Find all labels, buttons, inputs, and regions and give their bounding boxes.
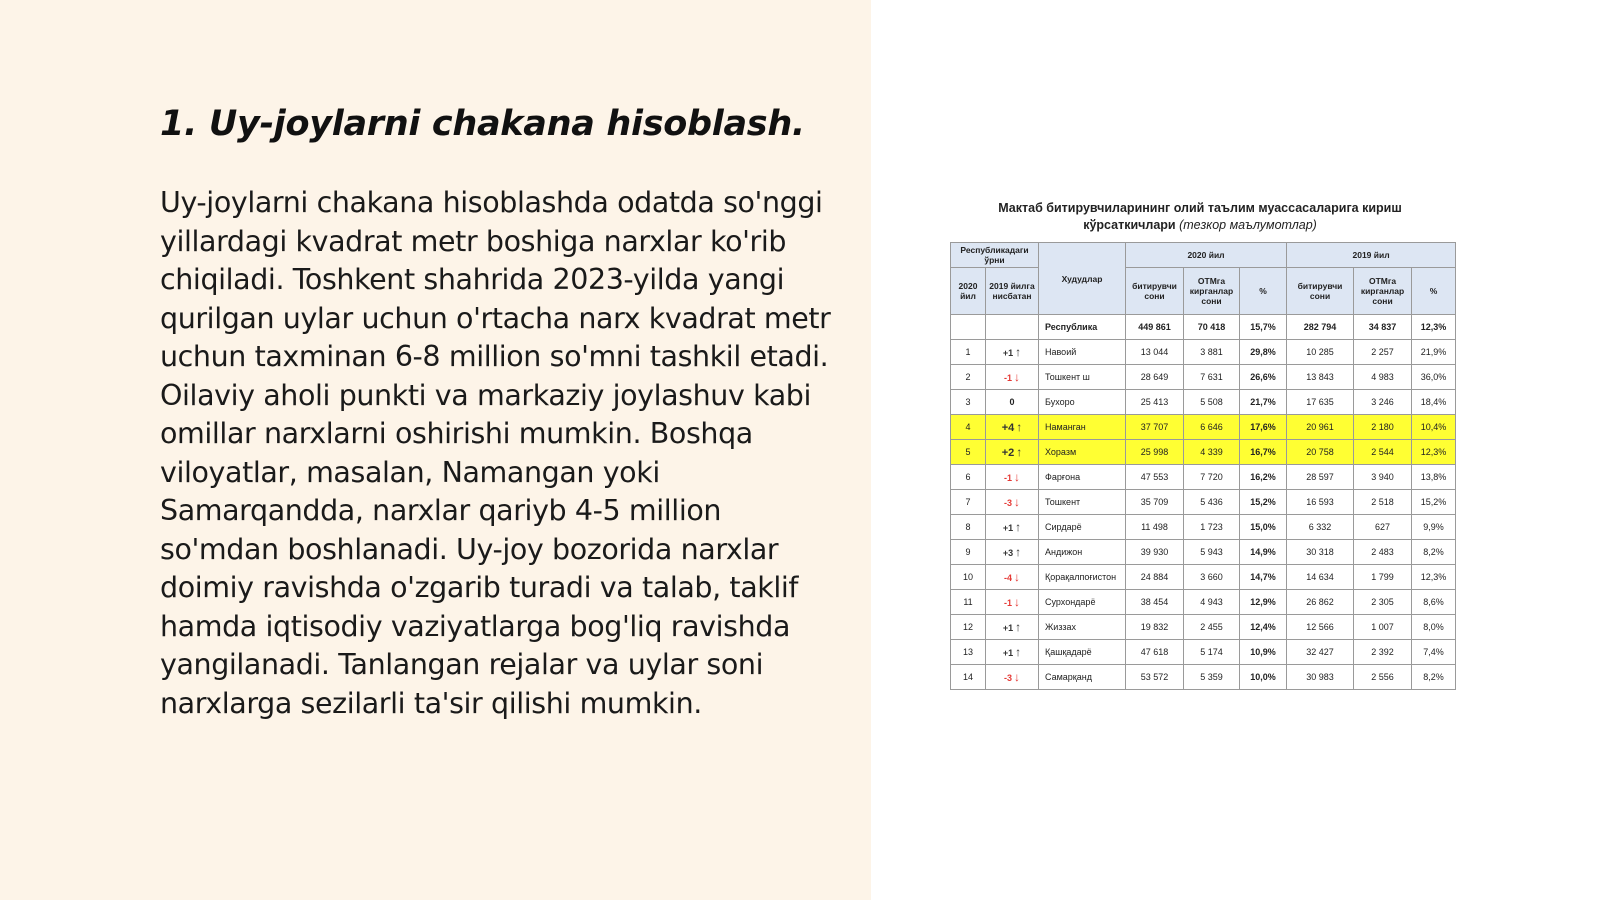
row-percent-2019: 8,2%	[1412, 540, 1456, 565]
rank-change-value: +3	[1002, 548, 1014, 558]
table-title-subtitle: (тезкор маълумотлар)	[1179, 218, 1317, 232]
table-row	[951, 440, 1456, 465]
row-region: Наманган	[1039, 415, 1126, 440]
header-region: Худудлар	[1039, 243, 1126, 315]
row-region: Бухоро	[1039, 390, 1126, 415]
row-admitted-2019: 2 556	[1354, 665, 1412, 690]
row-graduates-2020: 25 413	[1126, 390, 1184, 415]
row-graduates-2020: 25 998	[1126, 440, 1184, 465]
statistics-table-image	[945, 200, 1455, 700]
arrow-up-icon: ↑	[1015, 545, 1022, 559]
rank-change-value: -3	[1003, 498, 1012, 508]
rank-change-value: +1	[1002, 648, 1014, 658]
header-admitted-2020: ОТМга кирганлар сони	[1184, 268, 1240, 315]
row-rank: 3	[951, 390, 986, 415]
row-admitted-2019: 2 257	[1354, 340, 1412, 365]
row-graduates-2020: 47 553	[1126, 465, 1184, 490]
row-graduates-2019: 30 983	[1287, 665, 1354, 690]
row-region: Фарғона	[1039, 465, 1126, 490]
row-admitted-2020: 7 631	[1184, 365, 1240, 390]
row-rank: 6	[951, 465, 986, 490]
republic-name: Республика	[1039, 315, 1126, 340]
header-year-2020: 2020 йил	[1126, 243, 1287, 268]
header-rank-2020: 2020 йил	[951, 268, 986, 315]
row-change	[986, 565, 1039, 590]
row-percent-2020: 12,9%	[1240, 590, 1287, 615]
arrow-down-icon: ↓	[1014, 595, 1020, 609]
rank-change-value: +2	[1001, 447, 1015, 459]
slide-title: 1. Uy-joylarni chakana hisoblash.	[160, 104, 805, 144]
header-percent-2019: %	[1412, 268, 1456, 315]
row-percent-2019: 12,3%	[1412, 440, 1456, 465]
row-graduates-2019: 14 634	[1287, 565, 1354, 590]
rank-change-value: +1	[1002, 623, 1014, 633]
republic-percent-2020: 15,7%	[1240, 315, 1287, 340]
row-percent-2020: 10,0%	[1240, 665, 1287, 690]
table-row	[951, 665, 1456, 690]
table-row	[951, 565, 1456, 590]
row-admitted-2020: 3 881	[1184, 340, 1240, 365]
row-admitted-2019: 627	[1354, 515, 1412, 540]
row-admitted-2020: 5 508	[1184, 390, 1240, 415]
table-row	[951, 465, 1456, 490]
row-region: Тошкент	[1039, 490, 1126, 515]
row-graduates-2020: 47 618	[1126, 640, 1184, 665]
row-percent-2020: 16,7%	[1240, 440, 1287, 465]
row-percent-2019: 8,6%	[1412, 590, 1456, 615]
row-percent-2019: 21,9%	[1412, 340, 1456, 365]
row-graduates-2019: 30 318	[1287, 540, 1354, 565]
row-percent-2019: 10,4%	[1412, 415, 1456, 440]
rank-change-value: +1	[1002, 348, 1014, 358]
arrow-up-icon: ↑	[1016, 420, 1023, 434]
row-admitted-2019: 2 518	[1354, 490, 1412, 515]
row-rank: 1	[951, 340, 986, 365]
row-region: Сурхондарё	[1039, 590, 1126, 615]
row-change	[986, 540, 1039, 565]
arrow-up-icon: ↑	[1016, 445, 1023, 459]
row-admitted-2020: 7 720	[1184, 465, 1240, 490]
republic-graduates-2019: 282 794	[1287, 315, 1354, 340]
table-row	[951, 540, 1456, 565]
table-row	[951, 490, 1456, 515]
row-graduates-2020: 38 454	[1126, 590, 1184, 615]
row-graduates-2019: 32 427	[1287, 640, 1354, 665]
republic-row	[951, 315, 1456, 340]
republic-rank	[951, 315, 986, 340]
arrow-up-icon: ↑	[1015, 620, 1022, 634]
republic-percent-2019: 12,3%	[1412, 315, 1456, 340]
statistics-table	[950, 242, 1456, 690]
header-percent-2020: %	[1240, 268, 1287, 315]
row-region: Жиззах	[1039, 615, 1126, 640]
row-percent-2020: 10,9%	[1240, 640, 1287, 665]
row-percent-2019: 12,3%	[1412, 565, 1456, 590]
row-admitted-2020: 5 436	[1184, 490, 1240, 515]
row-percent-2020: 14,9%	[1240, 540, 1287, 565]
row-region: Навоий	[1039, 340, 1126, 365]
arrow-up-icon: ↑	[1015, 345, 1022, 359]
row-change	[986, 440, 1039, 465]
row-region: Тошкент ш	[1039, 365, 1126, 390]
row-change	[986, 490, 1039, 515]
row-percent-2019: 36,0%	[1412, 365, 1456, 390]
row-admitted-2019: 2 544	[1354, 440, 1412, 465]
row-percent-2020: 16,2%	[1240, 465, 1287, 490]
row-change	[986, 590, 1039, 615]
row-admitted-2020: 5 359	[1184, 665, 1240, 690]
row-percent-2019: 18,4%	[1412, 390, 1456, 415]
table-body	[951, 243, 1456, 690]
row-percent-2020: 15,0%	[1240, 515, 1287, 540]
arrow-down-icon: ↓	[1014, 495, 1020, 509]
row-admitted-2019: 2 392	[1354, 640, 1412, 665]
row-percent-2019: 9,9%	[1412, 515, 1456, 540]
row-admitted-2019: 3 246	[1354, 390, 1412, 415]
row-admitted-2020: 5 174	[1184, 640, 1240, 665]
row-graduates-2020: 28 649	[1126, 365, 1184, 390]
row-rank: 10	[951, 565, 986, 590]
row-graduates-2020: 24 884	[1126, 565, 1184, 590]
row-change	[986, 465, 1039, 490]
row-percent-2020: 17,6%	[1240, 415, 1287, 440]
header-rank-group: Республикадаги ўрни	[951, 243, 1039, 268]
row-admitted-2020: 4 339	[1184, 440, 1240, 465]
row-rank: 12	[951, 615, 986, 640]
rank-change-value: -1	[1003, 373, 1012, 383]
row-graduates-2020: 39 930	[1126, 540, 1184, 565]
row-region: Андижон	[1039, 540, 1126, 565]
row-change	[986, 365, 1039, 390]
table-row	[951, 415, 1456, 440]
table-title	[955, 200, 1445, 234]
row-rank: 13	[951, 640, 986, 665]
row-admitted-2020: 2 455	[1184, 615, 1240, 640]
header-graduates-2019: битирувчи сони	[1287, 268, 1354, 315]
arrow-up-icon: ↑	[1015, 645, 1022, 659]
row-admitted-2020: 6 646	[1184, 415, 1240, 440]
row-admitted-2019: 2 483	[1354, 540, 1412, 565]
row-admitted-2020: 4 943	[1184, 590, 1240, 615]
row-region: Қорақалпоғистон	[1039, 565, 1126, 590]
row-percent-2020: 14,7%	[1240, 565, 1287, 590]
rank-change-value: 0	[1009, 397, 1015, 407]
header-graduates-2020: битирувчи сони	[1126, 268, 1184, 315]
republic-admitted-2020: 70 418	[1184, 315, 1240, 340]
row-admitted-2020: 3 660	[1184, 565, 1240, 590]
row-graduates-2019: 17 635	[1287, 390, 1354, 415]
row-graduates-2020: 37 707	[1126, 415, 1184, 440]
row-graduates-2020: 13 044	[1126, 340, 1184, 365]
table-row	[951, 340, 1456, 365]
table-row	[951, 365, 1456, 390]
arrow-down-icon: ↓	[1014, 370, 1020, 384]
table-row	[951, 590, 1456, 615]
table-title-main: Мактаб битирувчиларининг олий таълим муассасаларига кириш кўрсаткичлари	[998, 201, 1402, 232]
header-admitted-2019: ОТМга кирганлар сони	[1354, 268, 1412, 315]
republic-admitted-2019: 34 837	[1354, 315, 1412, 340]
row-percent-2019: 8,0%	[1412, 615, 1456, 640]
row-admitted-2019: 3 940	[1354, 465, 1412, 490]
rank-change-value: -3	[1003, 673, 1012, 683]
arrow-down-icon: ↓	[1014, 670, 1020, 684]
row-graduates-2019: 13 843	[1287, 365, 1354, 390]
row-graduates-2020: 53 572	[1126, 665, 1184, 690]
rank-change-value: -1	[1003, 598, 1012, 608]
row-change	[986, 515, 1039, 540]
rank-change-value: +1	[1002, 523, 1014, 533]
row-graduates-2019: 28 597	[1287, 465, 1354, 490]
row-change	[986, 415, 1039, 440]
table-row	[951, 640, 1456, 665]
row-admitted-2020: 1 723	[1184, 515, 1240, 540]
arrow-down-icon: ↓	[1014, 470, 1020, 484]
row-change	[986, 390, 1039, 415]
row-rank: 14	[951, 665, 986, 690]
row-graduates-2019: 10 285	[1287, 340, 1354, 365]
row-admitted-2019: 2 305	[1354, 590, 1412, 615]
row-rank: 7	[951, 490, 986, 515]
row-change	[986, 615, 1039, 640]
row-percent-2020: 21,7%	[1240, 390, 1287, 415]
row-admitted-2019: 4 983	[1354, 365, 1412, 390]
table-row	[951, 390, 1456, 415]
rank-change-value: +4	[1001, 422, 1015, 434]
row-percent-2020: 15,2%	[1240, 490, 1287, 515]
row-graduates-2019: 26 862	[1287, 590, 1354, 615]
row-graduates-2020: 35 709	[1126, 490, 1184, 515]
row-rank: 2	[951, 365, 986, 390]
header-vs-2019: 2019 йилга нисбатан	[986, 268, 1039, 315]
row-change	[986, 640, 1039, 665]
row-graduates-2020: 19 832	[1126, 615, 1184, 640]
row-region: Сирдарё	[1039, 515, 1126, 540]
row-percent-2019: 13,8%	[1412, 465, 1456, 490]
row-percent-2019: 7,4%	[1412, 640, 1456, 665]
row-admitted-2019: 1 007	[1354, 615, 1412, 640]
table-row	[951, 515, 1456, 540]
arrow-up-icon: ↑	[1015, 520, 1022, 534]
table-row	[951, 615, 1456, 640]
row-region: Қашқадарё	[1039, 640, 1126, 665]
row-percent-2020: 29,8%	[1240, 340, 1287, 365]
row-change	[986, 340, 1039, 365]
row-percent-2019: 15,2%	[1412, 490, 1456, 515]
arrow-down-icon: ↓	[1014, 570, 1020, 584]
row-region: Самарқанд	[1039, 665, 1126, 690]
row-graduates-2020: 11 498	[1126, 515, 1184, 540]
row-admitted-2019: 1 799	[1354, 565, 1412, 590]
header-year-2019: 2019 йил	[1287, 243, 1456, 268]
rank-change-value: -1	[1003, 473, 1012, 483]
row-admitted-2020: 5 943	[1184, 540, 1240, 565]
republic-change	[986, 315, 1039, 340]
row-rank: 11	[951, 590, 986, 615]
row-graduates-2019: 16 593	[1287, 490, 1354, 515]
row-change	[986, 665, 1039, 690]
slide-body-text: Uy-joylarni chakana hisoblashda odatda so'nggi yillardagi kvadrat metr boshiga narxlar ko'rib chiqiladi. Toshkent shahrida 2023-yilda yangi qurilgan uylar uchun o'rtacha narx kvadrat metr uchun taxminan 6-8 million so'mni tashkil etadi. Oilaviy aholi punkti va markaziy joylashuv kabi omillar narxlarni oshirishi mumkin. Boshqa viloyatlar, masalan, Namangan yoki Samarqandda, narxlar qariyb 4-5 million so'mdan boshlanadi. Uy-joy bozorida narxlar doimiy ravishda o'zgarib turadi va talab, taklif hamda iqtisodiy vaziyatlarga bog'liq ravishda yangilanadi. Tanlangan rejalar va uylar soni narxlarga sezilarli ta'sir qilishi mumkin.	[160, 186, 831, 720]
row-rank: 4	[951, 415, 986, 440]
row-graduates-2019: 20 961	[1287, 415, 1354, 440]
row-percent-2019: 8,2%	[1412, 665, 1456, 690]
row-region: Хоразм	[1039, 440, 1126, 465]
row-rank: 9	[951, 540, 986, 565]
row-graduates-2019: 20 758	[1287, 440, 1354, 465]
republic-graduates-2020: 449 861	[1126, 315, 1184, 340]
rank-change-value: -4	[1003, 573, 1012, 583]
row-percent-2020: 12,4%	[1240, 615, 1287, 640]
row-admitted-2019: 2 180	[1354, 415, 1412, 440]
row-graduates-2019: 12 566	[1287, 615, 1354, 640]
row-graduates-2019: 6 332	[1287, 515, 1354, 540]
row-rank: 8	[951, 515, 986, 540]
row-percent-2020: 26,6%	[1240, 365, 1287, 390]
row-rank: 5	[951, 440, 986, 465]
